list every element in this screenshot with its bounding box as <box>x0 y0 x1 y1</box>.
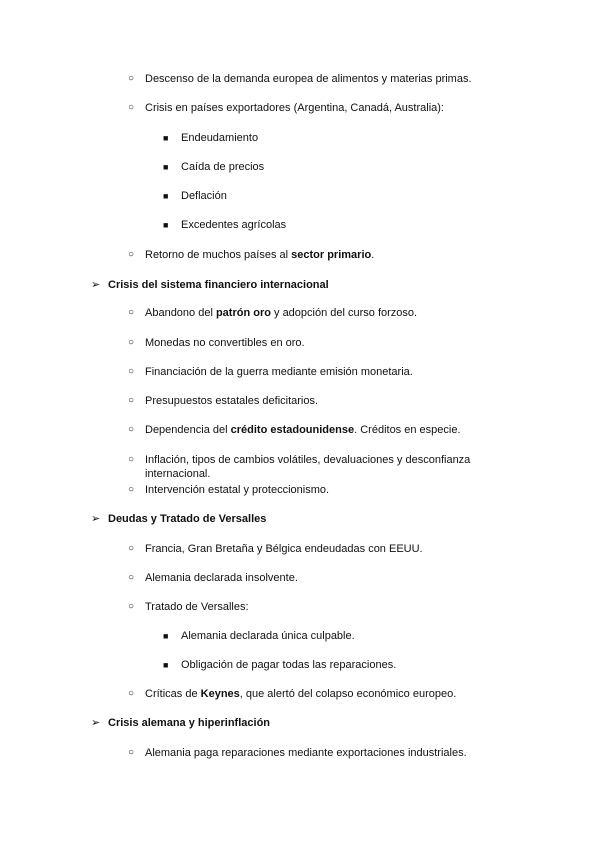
text-segment: Alemania declarada única culpable. <box>181 630 355 642</box>
list-item <box>145 542 423 556</box>
list-item <box>145 746 467 760</box>
list-item <box>181 658 396 672</box>
list-item <box>181 189 227 203</box>
bold-text: Keynes <box>200 688 240 700</box>
square-bullet-icon: ■ <box>163 133 169 143</box>
list-item <box>145 423 461 437</box>
circle-bullet-icon: ○ <box>128 366 135 377</box>
text-segment: Descenso de la demanda europea de alimentos y materias primas. <box>145 73 472 85</box>
bold-text: Deudas y Tratado de Versalles <box>108 513 267 525</box>
list-item <box>145 483 329 497</box>
bold-text: Crisis alemana y hiperinflación <box>108 717 271 729</box>
list-item <box>145 306 417 320</box>
arrow-bullet-icon: ➢ <box>91 513 101 525</box>
text-segment: Endeudamiento <box>181 132 259 144</box>
text-segment: Francia, Gran Bretaña y Bélgica endeudadas con EEUU. <box>145 543 423 555</box>
list-item <box>145 72 472 86</box>
text-segment: Crisis en países exportadores (Argentina, Canadá, Australia): <box>145 102 444 114</box>
circle-bullet-icon: ○ <box>128 307 135 318</box>
text-segment: Monedas no convertibles en oro. <box>145 337 305 349</box>
bold-text: sector primario <box>291 249 372 261</box>
square-bullet-icon: ■ <box>163 220 169 230</box>
text-segment: Alemania declarada insolvente. <box>145 572 298 584</box>
arrow-bullet-icon: ➢ <box>91 717 101 729</box>
text-segment: Tratado de Versalles: <box>145 601 249 613</box>
text-segment: Inflación, tipos de cambios volátiles, devaluaciones y desconfianza internacional. <box>145 454 471 480</box>
text-segment: , que alertó del colapso económico europeo. <box>239 688 457 700</box>
text-segment: Obligación de pagar todas las reparaciones. <box>181 659 397 671</box>
bold-text: Crisis del sistema financiero internacional <box>108 279 329 291</box>
list-item <box>145 336 305 350</box>
circle-bullet-icon: ○ <box>128 484 135 495</box>
list-item <box>145 248 374 262</box>
circle-bullet-icon: ○ <box>128 688 135 699</box>
text-segment: Críticas de <box>145 688 201 700</box>
text-segment: . Créditos en especie. <box>354 424 461 436</box>
text-segment: Presupuestos estatales deficitarios. <box>145 395 319 407</box>
circle-bullet-icon: ○ <box>128 424 135 435</box>
circle-bullet-icon: ○ <box>128 601 135 612</box>
arrow-bullet-icon: ➢ <box>91 279 101 291</box>
text-segment: Caída de precios <box>181 161 265 173</box>
list-item <box>181 160 264 174</box>
section-heading <box>108 278 329 292</box>
list-item <box>181 131 258 145</box>
square-bullet-icon: ■ <box>163 631 169 641</box>
text-segment: Retorno de muchos países al <box>145 249 292 261</box>
text-segment: y adopción del curso forzoso. <box>270 307 418 319</box>
section-heading <box>108 512 266 526</box>
text-segment: Excedentes agrícolas <box>181 219 287 231</box>
square-bullet-icon: ■ <box>163 660 169 670</box>
circle-bullet-icon: ○ <box>128 543 135 554</box>
bold-text: crédito estadounidense <box>230 424 355 436</box>
list-item <box>145 571 298 585</box>
section-heading <box>108 716 270 730</box>
circle-bullet-icon: ○ <box>128 102 135 113</box>
list-item <box>181 218 286 232</box>
circle-bullet-icon: ○ <box>128 454 135 465</box>
list-item <box>145 453 475 481</box>
text-segment: Intervención estatal y proteccionismo. <box>145 484 330 496</box>
text-segment: Alemania paga reparaciones mediante exportaciones industriales. <box>145 747 467 759</box>
text-segment: Financiación de la guerra mediante emisión monetaria. <box>145 366 413 378</box>
circle-bullet-icon: ○ <box>128 395 135 406</box>
list-item <box>145 394 318 408</box>
square-bullet-icon: ■ <box>163 191 169 201</box>
list-item <box>145 101 444 115</box>
text-segment: Dependencia del <box>145 424 231 436</box>
circle-bullet-icon: ○ <box>128 572 135 583</box>
circle-bullet-icon: ○ <box>128 747 135 758</box>
text-segment: Abandono del <box>145 307 216 319</box>
text-segment: . <box>371 249 375 261</box>
list-item <box>145 600 249 614</box>
bold-text: patrón oro <box>215 307 271 319</box>
list-item <box>145 365 413 379</box>
list-item <box>145 687 456 701</box>
circle-bullet-icon: ○ <box>128 73 135 84</box>
circle-bullet-icon: ○ <box>128 337 135 348</box>
square-bullet-icon: ■ <box>163 162 169 172</box>
list-item <box>181 629 355 643</box>
circle-bullet-icon: ○ <box>128 249 135 260</box>
text-segment: Deflación <box>181 190 227 202</box>
